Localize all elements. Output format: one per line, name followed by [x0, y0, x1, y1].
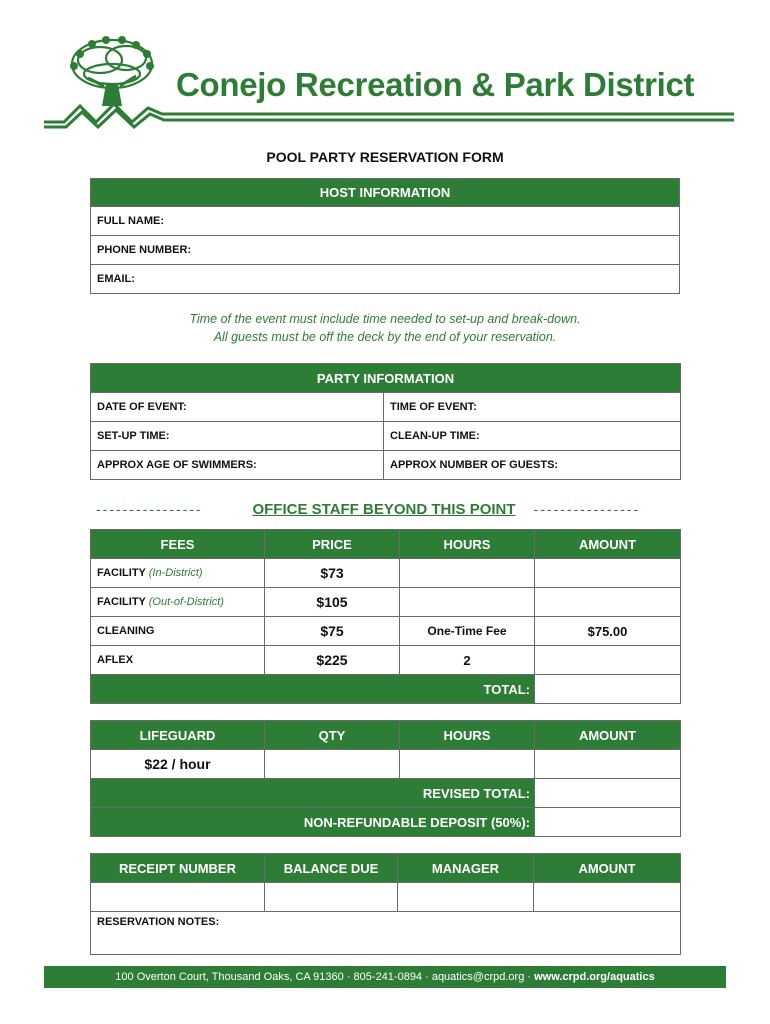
lifeguard-amount-field[interactable] — [535, 750, 681, 779]
table-row — [91, 559, 681, 588]
fee-label: CLEANING — [97, 625, 155, 637]
time-of-event-field[interactable]: TIME OF EVENT: — [384, 393, 681, 422]
office-staff-label: OFFICE STAFF BEYOND THIS POINT — [252, 500, 516, 518]
deposit-label: NON-REFUNDABLE DEPOSIT (50%): — [91, 808, 535, 837]
fee-hours[interactable] — [400, 588, 535, 617]
table-row — [91, 646, 681, 675]
amount-header: AMOUNT — [535, 530, 681, 559]
fees-header: FEES — [91, 530, 265, 559]
hours-header: HOURS — [400, 721, 535, 750]
fee-label: FACILITY — [97, 596, 146, 608]
note-line-1: Time of the event must include time needed to set-up and break-down. — [189, 312, 581, 326]
form-title: POOL PARTY RESERVATION FORM — [266, 149, 504, 165]
fees-table — [90, 529, 681, 704]
fee-price: $105 — [265, 588, 400, 617]
party-heading: PARTY INFORMATION — [91, 364, 681, 393]
fee-label: AFLEX — [97, 654, 134, 666]
fee-label-cell — [91, 559, 265, 588]
fee-qualifier: (In-District) — [148, 567, 203, 579]
phone-number-field[interactable]: PHONE NUMBER: — [91, 236, 680, 265]
receipt-table — [90, 853, 681, 955]
footer-address: 100 Overton Court, Thousand Oaks, CA 91360 · 805-241-0894 · aquatics@crpd.org · — [115, 971, 535, 983]
receipt-number-field[interactable] — [91, 883, 265, 912]
hours-header: HOURS — [400, 530, 535, 559]
manager-field[interactable] — [398, 883, 534, 912]
host-heading: HOST INFORMATION — [91, 179, 680, 207]
fee-amount[interactable] — [535, 559, 681, 588]
balance-due-header: BALANCE DUE — [265, 854, 398, 883]
fee-label-cell — [91, 646, 265, 675]
divider-dashes-left: ---------------- — [96, 501, 203, 517]
party-information-table — [90, 363, 681, 480]
fee-label: FACILITY — [97, 567, 146, 579]
price-header: PRICE — [265, 530, 400, 559]
table-row — [91, 588, 681, 617]
fee-amount[interactable] — [535, 588, 681, 617]
date-of-event-field[interactable]: DATE OF EVENT: — [91, 393, 384, 422]
fee-price: $75 — [265, 617, 400, 646]
host-information-table — [90, 178, 680, 294]
fee-price: $225 — [265, 646, 400, 675]
revised-total-field[interactable] — [535, 779, 681, 808]
age-of-swimmers-field[interactable]: APPROX AGE OF SWIMMERS: — [91, 451, 384, 480]
receipt-amount-field[interactable] — [534, 883, 681, 912]
note-line-2: All guests must be off the deck by the end of your reservation. — [213, 330, 557, 344]
lifeguard-table — [90, 720, 681, 837]
clean-up-time-field[interactable]: CLEAN-UP TIME: — [384, 422, 681, 451]
event-time-note — [0, 310, 770, 346]
fee-amount[interactable]: $75.00 — [535, 617, 681, 646]
amount-header: AMOUNT — [535, 721, 681, 750]
lifeguard-header: LIFEGUARD — [91, 721, 265, 750]
office-staff-divider — [96, 497, 672, 521]
fee-label-cell — [91, 588, 265, 617]
deposit-field[interactable] — [535, 808, 681, 837]
lifeguard-rate: $22 / hour — [91, 750, 265, 779]
footer — [44, 966, 726, 988]
fee-label-cell — [91, 617, 265, 646]
divider-dashes-right: ---------------- — [533, 501, 641, 517]
lifeguard-hours-field[interactable] — [400, 750, 535, 779]
email-field[interactable]: EMAIL: — [91, 265, 680, 294]
receipt-number-header: RECEIPT NUMBER — [91, 854, 265, 883]
balance-due-field[interactable] — [265, 883, 398, 912]
fee-hours[interactable] — [400, 559, 535, 588]
number-of-guests-field[interactable]: APPROX NUMBER OF GUESTS: — [384, 451, 681, 480]
fee-qualifier: (Out-of-District) — [148, 596, 224, 608]
manager-header: MANAGER — [398, 854, 534, 883]
revised-total-label: REVISED TOTAL: — [91, 779, 535, 808]
fee-amount[interactable] — [535, 646, 681, 675]
table-row — [91, 617, 681, 646]
set-up-time-field[interactable]: SET-UP TIME: — [91, 422, 384, 451]
fee-hours[interactable]: 2 — [400, 646, 535, 675]
total-amount-field[interactable] — [535, 675, 681, 704]
full-name-field[interactable]: FULL NAME: — [91, 207, 680, 236]
fee-hours[interactable]: One-Time Fee — [400, 617, 535, 646]
fee-price: $73 — [265, 559, 400, 588]
qty-header: QTY — [265, 721, 400, 750]
reservation-notes-field[interactable]: RESERVATION NOTES: — [91, 912, 681, 955]
amount-header: AMOUNT — [534, 854, 681, 883]
footer-website-link[interactable]: www.crpd.org/aquatics — [534, 971, 655, 983]
org-name: Conejo Recreation & Park District — [176, 66, 695, 103]
lifeguard-qty-field[interactable] — [265, 750, 400, 779]
total-label: TOTAL: — [91, 675, 535, 704]
